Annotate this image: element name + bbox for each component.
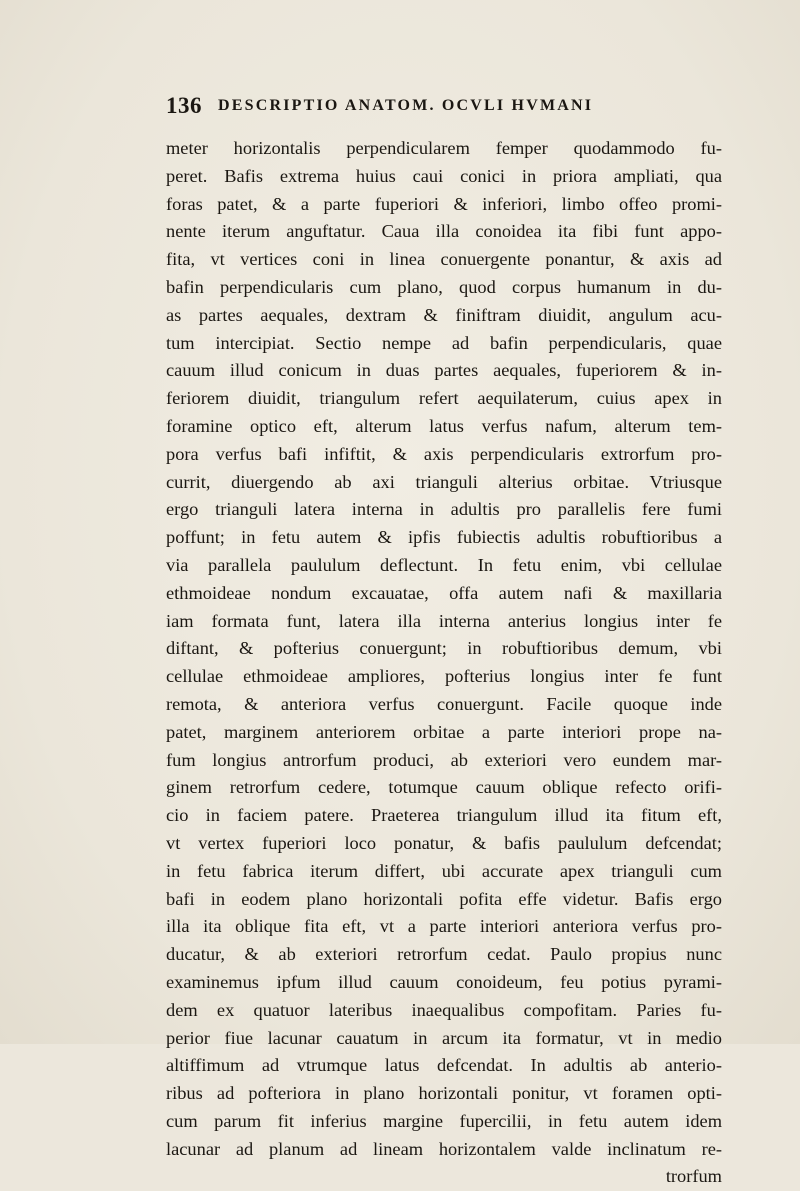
text-line: foramine optico eft, alterum latus verfus nafum, alterum tem- — [166, 415, 722, 436]
text-line: patet, marginem anteriorem orbitae a parte interiori prope na- — [166, 721, 722, 742]
text-line: cellulae ethmoideae ampliores, pofterius longius inter fe funt — [166, 666, 722, 687]
text-line: poffunt; in fetu autem & ipfis fubiectis adultis robuftioribus a — [166, 527, 722, 548]
body-text — [166, 135, 722, 1191]
text-line: remota, & anteriora verfus conuergunt. Facile quoque inde — [166, 693, 722, 714]
text-line: diftant, & pofterius conuergunt; in robuftioribus demum, vbi — [166, 638, 722, 659]
text-line: trorfum — [665, 1166, 722, 1187]
text-line: meter horizontalis perpendicularem femper quodammodo fu- — [166, 138, 722, 158]
text-line: via parallela paululum deflectunt. In fetu enim, vbi cellulae — [166, 554, 722, 575]
text-line: illa ita oblique fita eft, vt a parte interiori anteriora verfus pro- — [166, 916, 722, 937]
text-line: ribus ad pofteriora in plano horizontali ponitur, vt foramen opti- — [166, 1083, 722, 1104]
text-line: foras patet, & a parte fuperiori & inferiori, limbo offeo promi- — [166, 193, 722, 214]
text-line: feriorem diuidit, triangulum refert aequilaterum, cuius apex in — [166, 388, 722, 409]
text-line: ducatur, & ab exteriori retrorfum cedat. Paulo propius nunc — [166, 944, 722, 965]
text-line: currit, diuergendo ab axi trianguli alterius orbitae. Vtriusque — [166, 471, 722, 492]
text-line: vt vertex fuperiori loco ponatur, & bafis paululum defcendat; — [166, 832, 722, 853]
text-line: bafi in eodem plano horizontali pofita effe videtur. Bafis ergo — [166, 888, 722, 909]
text-line: examinemus ipfum illud cauum conoideum, feu potius pyrami- — [166, 971, 722, 992]
text-line: iam formata funt, latera illa interna anterius longius inter fe — [166, 610, 722, 631]
text-line: fum longius antrorfum produci, ab exteriori vero eundem mar- — [166, 749, 722, 770]
text-line: cauum illud conicum in duas partes aequales, fuperiorem & in- — [166, 360, 722, 381]
text-line: in fetu fabrica iterum differt, ubi accurate apex trianguli cum — [166, 860, 722, 881]
text-line: fita, vt vertices coni in linea conuergente ponantur, & axis ad — [166, 249, 722, 270]
text-line: peret. Bafis extrema huius caui conici in priora ampliati, qua — [166, 165, 722, 186]
text-line: ergo trianguli latera interna in adultis pro parallelis fere fumi — [166, 499, 722, 520]
text-line: nente iterum anguftatur. Caua illa conoidea ita fibi funt appo- — [166, 221, 722, 242]
running-head: DESCRIPTIO ANATOM. OCVLI HVMANI — [218, 97, 594, 114]
text-line: as partes aequales, dextram & finiftram diuidit, angulum acu- — [166, 304, 722, 325]
text-line: perior fiue lacunar cauatum in arcum ita formatur, vt in medio — [166, 1027, 722, 1048]
text-line: ginem retrorfum cedere, totumque cauum oblique refecto orifi- — [166, 777, 722, 798]
page-number: 136 — [166, 93, 202, 118]
text-line: altiffimum ad vtrumque latus defcendat. In adultis ab anterio- — [166, 1055, 722, 1076]
text-line: bafin perpendicularis cum plano, quod corpus humanum in du- — [166, 276, 722, 297]
text-line: pora verfus bafi infiftit, & axis perpendicularis extrorfum pro- — [166, 443, 722, 464]
text-line: ethmoideae nondum excauatae, offa autem nafi & maxillaria — [166, 582, 722, 603]
text-line: cum parum fit inferius margine fupercilii, in fetu autem idem — [166, 1110, 722, 1131]
text-line: tum intercipiat. Sectio nempe ad bafin perpendicularis, quae — [166, 332, 722, 353]
page-header — [166, 93, 726, 119]
text-line: dem ex quatuor lateribus inaequalibus compofitam. Paries fu- — [166, 999, 722, 1020]
text-line: lacunar ad planum ad lineam horizontalem valde inclinatum re- — [166, 1138, 722, 1159]
text-line: cio in faciem patere. Praeterea triangulum illud ita fitum eft, — [166, 805, 722, 826]
